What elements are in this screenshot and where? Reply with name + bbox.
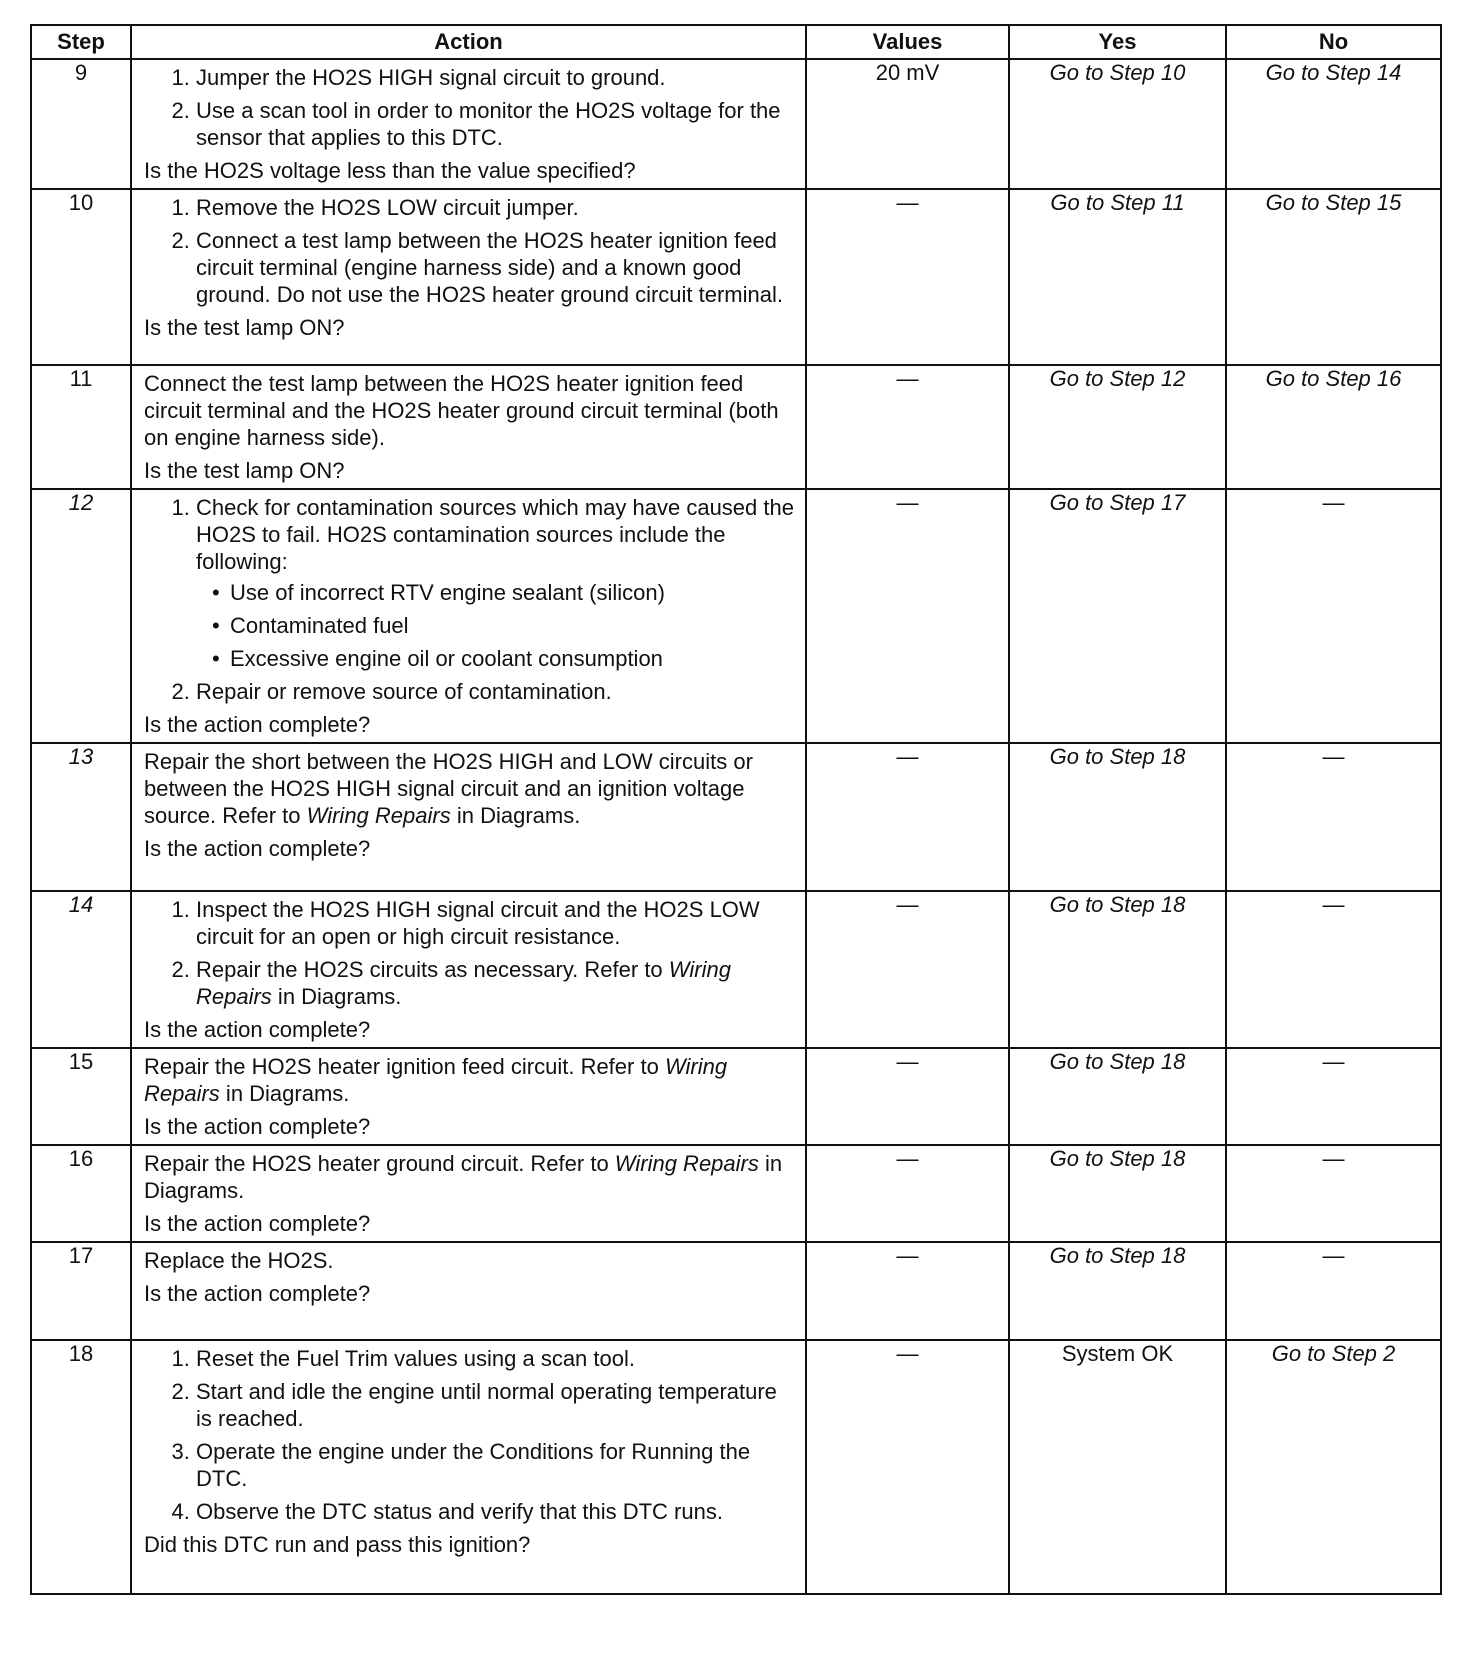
- no-cell: —: [1226, 743, 1441, 891]
- table-row: [31, 743, 1441, 891]
- action-cell: [131, 1242, 806, 1340]
- header-values: Values: [806, 25, 1009, 59]
- wiring-repairs-ref: Wiring Repairs: [614, 1151, 759, 1176]
- action-item: 3. Operate the engine under the Conditions for Running the DTC.: [196, 1438, 795, 1492]
- action-item: 2. Start and idle the engine until normal operating temperature is reached.: [196, 1378, 795, 1432]
- header-row: [31, 25, 1441, 59]
- action-cell: [131, 1048, 806, 1145]
- bullet-item: • Contaminated fuel: [230, 612, 795, 639]
- table-row: [31, 1340, 1441, 1594]
- action-cell: [131, 743, 806, 891]
- action-text: Repair the short between the HO2S HIGH and LOW circuits or between the HO2S HIGH signal circuit and an ignition voltage source. Refer to Wiring Repairs in Diagrams.: [144, 749, 753, 828]
- no-cell: —: [1226, 891, 1441, 1048]
- action-question: Is the action complete?: [144, 1211, 371, 1236]
- yes-cell: Go to Step 12: [1009, 365, 1226, 489]
- action-text: Repair the HO2S heater ground circuit. Refer to Wiring Repairs in Diagrams.: [144, 1151, 783, 1203]
- yes-cell: Go to Step 11: [1009, 189, 1226, 365]
- values-cell: —: [806, 365, 1009, 489]
- step-number: 11: [31, 365, 131, 489]
- values-cell: —: [806, 1340, 1009, 1594]
- action-question: Is the HO2S voltage less than the value specified?: [144, 158, 636, 183]
- action-item: 1. Jumper the HO2S HIGH signal circuit to ground.: [196, 64, 795, 91]
- action-item: 4. Observe the DTC status and verify that this DTC runs.: [196, 1498, 795, 1525]
- values-cell: —: [806, 489, 1009, 743]
- values-cell: —: [806, 1242, 1009, 1340]
- action-question: Is the action complete?: [144, 1114, 371, 1139]
- action-question: Is the test lamp ON?: [144, 315, 345, 340]
- bullet-item: • Use of incorrect RTV engine sealant (silicon): [230, 579, 795, 606]
- action-text: Replace the HO2S.: [144, 1248, 334, 1273]
- step-number: 15: [31, 1048, 131, 1145]
- table-row: [31, 1048, 1441, 1145]
- yes-cell: Go to Step 10: [1009, 59, 1226, 189]
- step-number: 13: [31, 743, 131, 891]
- yes-cell: Go to Step 18: [1009, 743, 1226, 891]
- step-number: 18: [31, 1340, 131, 1594]
- action-cell: [131, 1340, 806, 1594]
- header-action: Action: [131, 25, 806, 59]
- action-question: Is the action complete?: [144, 712, 371, 737]
- table-row: [31, 365, 1441, 489]
- yes-cell: Go to Step 18: [1009, 1048, 1226, 1145]
- action-item: 2. Repair or remove source of contamination.: [196, 678, 795, 705]
- no-cell: Go to Step 2: [1226, 1340, 1441, 1594]
- values-cell: 20 mV: [806, 59, 1009, 189]
- action-question: Did this DTC run and pass this ignition?: [144, 1532, 531, 1557]
- yes-cell: Go to Step 18: [1009, 891, 1226, 1048]
- values-cell: —: [806, 189, 1009, 365]
- action-cell: [131, 59, 806, 189]
- step-number: 17: [31, 1242, 131, 1340]
- wiring-repairs-ref: Wiring Repairs: [144, 1054, 728, 1106]
- step-number: 16: [31, 1145, 131, 1242]
- action-text: Connect the test lamp between the HO2S heater ignition feed circuit terminal and the HO2S heater ground circuit terminal (both on engine harness side).: [144, 371, 779, 450]
- step-number: 14: [31, 891, 131, 1048]
- table-row: [31, 891, 1441, 1048]
- diagnostic-table: [30, 24, 1442, 1595]
- values-cell: —: [806, 1145, 1009, 1242]
- action-cell: [131, 1145, 806, 1242]
- bullet-item: • Excessive engine oil or coolant consumption: [230, 645, 795, 672]
- header-step: Step: [31, 25, 131, 59]
- action-item: 2. Repair the HO2S circuits as necessary. Refer to Wiring Repairs in Diagrams.: [196, 956, 795, 1010]
- yes-cell: Go to Step 18: [1009, 1242, 1226, 1340]
- table-row: [31, 1145, 1441, 1242]
- table-row: [31, 189, 1441, 365]
- action-cell: [131, 891, 806, 1048]
- step-number: 9: [31, 59, 131, 189]
- no-cell: Go to Step 16: [1226, 365, 1441, 489]
- action-item: 2. Connect a test lamp between the HO2S heater ignition feed circuit terminal (engine harness side) and a known good ground. Do not use the HO2S heater ground circuit terminal.: [196, 227, 795, 308]
- action-cell: [131, 365, 806, 489]
- action-item-text: Check for contamination sources which may have caused the HO2S to fail. HO2S contamination sources include the following:: [196, 495, 794, 574]
- no-cell: Go to Step 15: [1226, 189, 1441, 365]
- no-cell: —: [1226, 1242, 1441, 1340]
- table-row: [31, 489, 1441, 743]
- step-number: 12: [31, 489, 131, 743]
- header-no: No: [1226, 25, 1441, 59]
- action-cell: [131, 189, 806, 365]
- values-cell: —: [806, 891, 1009, 1048]
- action-item: 1. Reset the Fuel Trim values using a scan tool.: [196, 1345, 795, 1372]
- header-yes: Yes: [1009, 25, 1226, 59]
- action-item: 1. Remove the HO2S LOW circuit jumper.: [196, 194, 795, 221]
- action-question: Is the action complete?: [144, 836, 371, 861]
- action-question: Is the test lamp ON?: [144, 458, 345, 483]
- action-cell: [131, 489, 806, 743]
- values-cell: —: [806, 1048, 1009, 1145]
- step-number: 10: [31, 189, 131, 365]
- no-cell: —: [1226, 1048, 1441, 1145]
- no-cell: —: [1226, 1145, 1441, 1242]
- values-cell: —: [806, 743, 1009, 891]
- action-item: 1. Inspect the HO2S HIGH signal circuit and the HO2S LOW circuit for an open or high circuit resistance.: [196, 896, 795, 950]
- table-row: [31, 59, 1441, 189]
- action-question: Is the action complete?: [144, 1017, 371, 1042]
- action-question: Is the action complete?: [144, 1281, 371, 1306]
- action-item: [196, 494, 795, 672]
- action-text: Repair the HO2S heater ignition feed circuit. Refer to Wiring Repairs in Diagrams.: [144, 1054, 728, 1106]
- action-item: 2. Use a scan tool in order to monitor the HO2S voltage for the sensor that applies to this DTC.: [196, 97, 795, 151]
- wiring-repairs-ref: Wiring Repairs: [306, 803, 451, 828]
- wiring-repairs-ref: Wiring Repairs: [196, 957, 731, 1009]
- yes-cell: Go to Step 18: [1009, 1145, 1226, 1242]
- yes-cell: Go to Step 17: [1009, 489, 1226, 743]
- no-cell: Go to Step 14: [1226, 59, 1441, 189]
- yes-cell: System OK: [1009, 1340, 1226, 1594]
- table-row: [31, 1242, 1441, 1340]
- no-cell: —: [1226, 489, 1441, 743]
